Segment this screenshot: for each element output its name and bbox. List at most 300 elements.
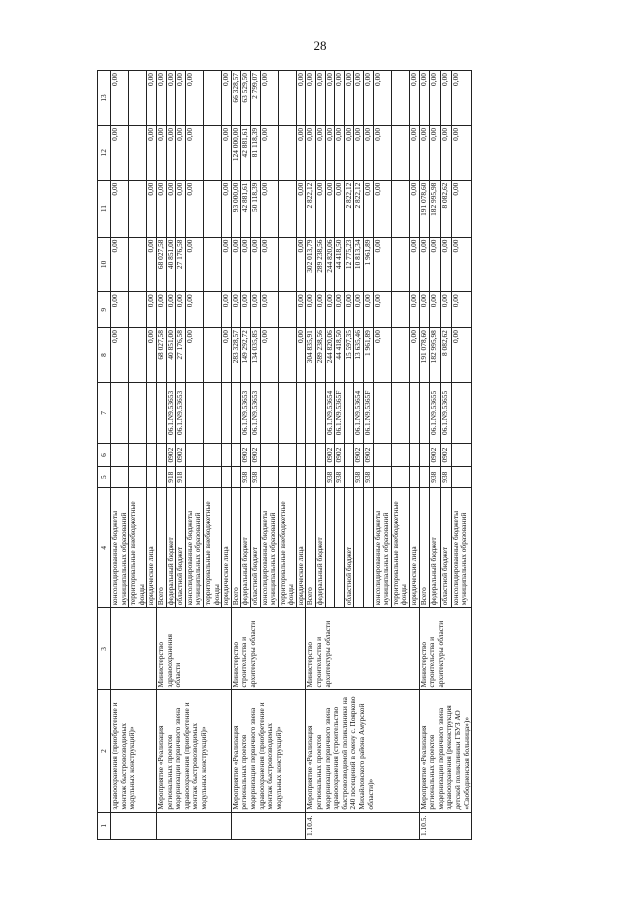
amount-v9: 0,00 <box>335 292 345 328</box>
amount-v9: 0,00 <box>296 292 306 328</box>
grbs-code <box>111 467 129 488</box>
section-code <box>111 443 129 466</box>
amount-v10: 12 775,23 <box>344 237 354 292</box>
amount-v10: 27 176,58 <box>176 237 186 292</box>
amount-v10: 0,00 <box>441 237 452 292</box>
target-article-code <box>185 382 203 443</box>
target-article-code: 06.1.N9.5365F <box>364 382 374 443</box>
amount-v12: 0,00 <box>316 125 326 180</box>
section-code <box>391 443 409 466</box>
amount-v13: 0,00 <box>451 71 471 126</box>
amount-v9: 0,00 <box>441 292 452 328</box>
amount-v8: 0,00 <box>147 328 157 383</box>
section-code <box>185 443 203 466</box>
funding-source: областной бюджет <box>250 488 260 608</box>
amount-v10: 1 961,89 <box>364 237 374 292</box>
amount-v13: 0,00 <box>176 71 186 126</box>
executor-name <box>111 608 157 690</box>
amount-v10 <box>391 237 409 292</box>
item-number <box>156 812 231 839</box>
section-code: 0902 <box>176 443 186 466</box>
funding-source: территориальные внебюджетные фонды <box>278 488 296 608</box>
amount-v13: 0,00 <box>185 71 203 126</box>
target-article-code: 06.1.N9.5365F <box>335 382 345 443</box>
column-header: 9 <box>98 292 111 328</box>
amount-v13: 0,00 <box>430 71 441 126</box>
amount-v10: 0,00 <box>260 237 278 292</box>
funding-source: консолидированные бюджеты муниципальных образований <box>185 488 203 608</box>
section-code <box>222 443 232 466</box>
executor-name: Министерство строительства и архитектуры области <box>231 608 306 690</box>
amount-v10: 0,00 <box>241 237 251 292</box>
funding-source: территориальные внебюджетные фонды <box>203 488 221 608</box>
amount-v10: 0,00 <box>250 237 260 292</box>
amount-v12: 0,00 <box>354 125 364 180</box>
amount-v13: 0,00 <box>335 71 345 126</box>
amount-v11: 0,00 <box>316 180 326 237</box>
measure-name: здравоохранения (приобретение и монтаж быстровозводимых модульных конструкций)» <box>111 690 157 812</box>
target-article-code <box>260 382 278 443</box>
amount-v8: 182 995,98 <box>430 328 441 383</box>
amount-v13 <box>278 71 296 126</box>
amount-v9 <box>203 292 221 328</box>
amount-v13: 0,00 <box>316 71 326 126</box>
amount-v8 <box>129 328 147 383</box>
amount-v11: 2 822,12 <box>306 180 316 237</box>
amount-v8: 149 292,72 <box>241 328 251 383</box>
amount-v10 <box>203 237 221 292</box>
amount-v12: 0,00 <box>364 125 374 180</box>
amount-v9: 0,00 <box>364 292 374 328</box>
amount-v12 <box>129 125 147 180</box>
amount-v8: 0,00 <box>222 328 232 383</box>
amount-v9: 0,00 <box>451 292 471 328</box>
amount-v11: 42 881,61 <box>241 180 251 237</box>
amount-v11 <box>129 180 147 237</box>
funding-source: юридические лица <box>222 488 232 608</box>
amount-v10: 0,00 <box>430 237 441 292</box>
measure-name: Мероприятие «Реализация региональных проектов модернизации первичного звена здравоохранения (приобретение и монтаж быстровозводимых модульных конструкций)» <box>156 690 231 812</box>
grbs-code: 938 <box>441 467 452 488</box>
amount-v9: 0,00 <box>306 292 316 328</box>
amount-v13: 0,00 <box>344 71 354 126</box>
amount-v13: 0,00 <box>156 71 166 126</box>
amount-v8: 0,00 <box>111 328 129 383</box>
target-article-code: 06.1.N9.53653 <box>250 382 260 443</box>
amount-v12: 0,00 <box>335 125 345 180</box>
amount-v8: 8 082,62 <box>441 328 452 383</box>
amount-v8: 134 035,85 <box>250 328 260 383</box>
amount-v9: 0,00 <box>231 292 241 328</box>
funding-source: юридические лица <box>296 488 306 608</box>
grbs-code <box>222 467 232 488</box>
amount-v9: 0,00 <box>250 292 260 328</box>
funding-source: областной бюджет <box>344 488 354 608</box>
target-article-code: 06.1.N9.53654 <box>354 382 364 443</box>
section-code <box>203 443 221 466</box>
amount-v12: 0,00 <box>451 125 471 180</box>
funding-source: областной бюджет <box>176 488 186 608</box>
item-number: 1.10.4. <box>306 812 419 839</box>
grbs-code: 938 <box>335 467 345 488</box>
target-article-code: 06.1.N9.53654 <box>325 382 335 443</box>
amount-v11 <box>278 180 296 237</box>
funding-source: консолидированные бюджеты муниципальных образований <box>260 488 278 608</box>
amount-v10: 10 813,34 <box>354 237 364 292</box>
target-article-code <box>296 382 306 443</box>
target-article-code: 06.1.N9.53653 <box>241 382 251 443</box>
funding-source: областной бюджет <box>441 488 452 608</box>
amount-v11: 0,00 <box>296 180 306 237</box>
target-article-code: 06.1.N9.53653 <box>166 382 176 443</box>
funding-source: юридические лица <box>410 488 420 608</box>
section-code: 0902 <box>325 443 335 466</box>
column-number-row <box>98 71 111 840</box>
funding-source: Всего <box>231 488 241 608</box>
amount-v10 <box>278 237 296 292</box>
amount-v8: 27 176,58 <box>176 328 186 383</box>
funding-source: юридические лица <box>147 488 157 608</box>
grbs-code <box>278 467 296 488</box>
grbs-code <box>260 467 278 488</box>
target-article-code <box>129 382 147 443</box>
funding-source: Всего <box>419 488 430 608</box>
amount-v11: 2 822,12 <box>344 180 354 237</box>
target-article-code <box>419 382 430 443</box>
grbs-code <box>296 467 306 488</box>
section-code: 0902 <box>241 443 251 466</box>
amount-v11: 0,00 <box>166 180 176 237</box>
measure-name: Мероприятие «Реализация региональных проектов модернизации первичного звена здравоохранения (приобретение и монтаж быстровозводимых модульных конструкций)» <box>231 690 306 812</box>
measure-name: Мероприятие «Реализация региональных проектов модернизации первичного звена здравоохранения (реконструкция детской поликлиники ГБУЗ АО «Свободненская больница»)» <box>419 690 472 812</box>
grbs-code: 938 <box>325 467 335 488</box>
amount-v13: 0,00 <box>166 71 176 126</box>
amount-v13: 0,00 <box>325 71 335 126</box>
section-code <box>296 443 306 466</box>
amount-v12: 0,00 <box>325 125 335 180</box>
amount-v12: 0,00 <box>166 125 176 180</box>
funding-source: территориальные внебюджетные фонды <box>129 488 147 608</box>
amount-v8 <box>203 328 221 383</box>
amount-v13: 0,00 <box>354 71 364 126</box>
section-code <box>278 443 296 466</box>
grbs-code: 938 <box>250 467 260 488</box>
grbs-code <box>156 467 166 488</box>
amount-v10: 0,00 <box>147 237 157 292</box>
column-header: 1 <box>98 812 111 839</box>
amount-v12: 0,00 <box>441 125 452 180</box>
amount-v8 <box>391 328 409 383</box>
amount-v13: 0,00 <box>296 71 306 126</box>
amount-v8: 191 078,60 <box>419 328 430 383</box>
executor-name: Министерство здравоохранения области <box>156 608 231 690</box>
target-article-code <box>203 382 221 443</box>
amount-v10: 0,00 <box>410 237 420 292</box>
amount-v10: 289 238,56 <box>316 237 326 292</box>
amount-v11: 0,00 <box>185 180 203 237</box>
amount-v8: 283 328,57 <box>231 328 241 383</box>
grbs-code: 938 <box>364 467 374 488</box>
target-article-code: 06.1.N9.53655 <box>441 382 452 443</box>
amount-v10: 44 418,50 <box>335 237 345 292</box>
grbs-code <box>451 467 471 488</box>
amount-v8 <box>278 328 296 383</box>
amount-v12: 0,00 <box>410 125 420 180</box>
amount-v11: 0,00 <box>364 180 374 237</box>
amount-v9: 0,00 <box>410 292 420 328</box>
amount-v13: 0,00 <box>222 71 232 126</box>
column-header: 8 <box>98 328 111 383</box>
funding-source: Всего <box>306 488 316 608</box>
section-code: 0902 <box>364 443 374 466</box>
amount-v12: 0,00 <box>306 125 316 180</box>
amount-v11: 191 078,60 <box>419 180 430 237</box>
funding-source: консолидированные бюджеты муниципальных образований <box>373 488 391 608</box>
funding-source: консолидированные бюджеты муниципальных образований <box>111 488 129 608</box>
amount-v12: 0,00 <box>419 125 430 180</box>
funding-source: территориальные внебюджетные фонды <box>391 488 409 608</box>
amount-v11: 93 000,00 <box>231 180 241 237</box>
amount-v8: 304 835,91 <box>306 328 316 383</box>
amount-v8: 13 635,46 <box>354 328 364 383</box>
amount-v13: 0,00 <box>111 71 129 126</box>
amount-v10: 0,00 <box>231 237 241 292</box>
amount-v12: 0,00 <box>260 125 278 180</box>
amount-v13: 63 529,50 <box>241 71 251 126</box>
amount-v12: 0,00 <box>185 125 203 180</box>
item-number <box>231 812 306 839</box>
section-code <box>316 443 326 466</box>
column-header: 11 <box>98 180 111 237</box>
amount-v13 <box>129 71 147 126</box>
amount-v10: 0,00 <box>185 237 203 292</box>
amount-v13: 0,00 <box>441 71 452 126</box>
section-code: 0902 <box>335 443 345 466</box>
amount-v12 <box>278 125 296 180</box>
amount-v9: 0,00 <box>222 292 232 328</box>
amount-v13: 0,00 <box>306 71 316 126</box>
item-number <box>111 812 157 839</box>
amount-v8: 1 961,89 <box>364 328 374 383</box>
grbs-code <box>316 467 326 488</box>
amount-v9: 0,00 <box>316 292 326 328</box>
amount-v11 <box>391 180 409 237</box>
amount-v12: 124 000,00 <box>231 125 241 180</box>
amount-v8: 289 238,56 <box>316 328 326 383</box>
grbs-code <box>419 467 430 488</box>
amount-v10: 0,00 <box>296 237 306 292</box>
funding-source <box>335 488 345 608</box>
amount-v13: 0,00 <box>373 71 391 126</box>
amount-v9: 0,00 <box>373 292 391 328</box>
amount-v9: 0,00 <box>419 292 430 328</box>
amount-v9: 0,00 <box>241 292 251 328</box>
amount-v13 <box>203 71 221 126</box>
amount-v10: 40 851,00 <box>166 237 176 292</box>
item-number: 1.10.5. <box>419 812 472 839</box>
amount-v11: 0,00 <box>222 180 232 237</box>
column-header: 13 <box>98 71 111 126</box>
amount-v10: 0,00 <box>451 237 471 292</box>
amount-v11 <box>203 180 221 237</box>
target-article-code <box>147 382 157 443</box>
amount-v12: 42 881,61 <box>241 125 251 180</box>
section-code <box>410 443 420 466</box>
amount-v9 <box>278 292 296 328</box>
section-code <box>156 443 166 466</box>
target-article-code <box>391 382 409 443</box>
amount-v12: 0,00 <box>344 125 354 180</box>
amount-v12: 0,00 <box>176 125 186 180</box>
grbs-code <box>410 467 420 488</box>
section-code: 0902 <box>354 443 364 466</box>
amount-v8: 44 418,50 <box>335 328 345 383</box>
section-code <box>306 443 316 466</box>
target-article-code <box>451 382 471 443</box>
grbs-code <box>203 467 221 488</box>
target-article-code <box>373 382 391 443</box>
target-article-code <box>156 382 166 443</box>
target-article-code <box>278 382 296 443</box>
amount-v11: 0,00 <box>260 180 278 237</box>
funding-source: федеральный бюджет <box>241 488 251 608</box>
amount-v11: 0,00 <box>451 180 471 237</box>
amount-v8: 15 597,35 <box>344 328 354 383</box>
amount-v8: 0,00 <box>296 328 306 383</box>
amount-v11: 0,00 <box>176 180 186 237</box>
section-code <box>147 443 157 466</box>
grbs-code <box>306 467 316 488</box>
amount-v8: 0,00 <box>410 328 420 383</box>
amount-v9: 0,00 <box>147 292 157 328</box>
target-article-code <box>306 382 316 443</box>
section-code <box>451 443 471 466</box>
amount-v12: 0,00 <box>111 125 129 180</box>
executor-name: Министерство строительства и архитектуры области <box>419 608 472 690</box>
amount-v13 <box>391 71 409 126</box>
amount-v11: 0,00 <box>156 180 166 237</box>
section-code: 0902 <box>441 443 452 466</box>
grbs-code: 938 <box>430 467 441 488</box>
page-number: 28 <box>313 38 327 53</box>
amount-v9: 0,00 <box>430 292 441 328</box>
section-code <box>419 443 430 466</box>
amount-v10: 0,00 <box>222 237 232 292</box>
amount-v13: 0,00 <box>147 71 157 126</box>
amount-v11: 0,00 <box>373 180 391 237</box>
table-row <box>419 71 430 840</box>
grbs-code: 938 <box>241 467 251 488</box>
table-row <box>111 71 129 840</box>
amount-v12: 0,00 <box>296 125 306 180</box>
section-code: 0902 <box>430 443 441 466</box>
amount-v9: 0,00 <box>325 292 335 328</box>
amount-v12: 0,00 <box>222 125 232 180</box>
grbs-code <box>373 467 391 488</box>
amount-v11: 2 822,12 <box>354 180 364 237</box>
amount-v9: 0,00 <box>344 292 354 328</box>
amount-v11: 0,00 <box>335 180 345 237</box>
section-code <box>129 443 147 466</box>
amount-v10: 68 027,58 <box>156 237 166 292</box>
amount-v10: 0,00 <box>111 237 129 292</box>
amount-v8: 0,00 <box>260 328 278 383</box>
amount-v12: 0,00 <box>147 125 157 180</box>
measure-name: Мероприятие «Реализация региональных проектов модернизации первичного звена здравоохранения (строительство быстровозводимой поликлиники на 240 посещений в смену с. Поярково Михайловского района Амурской области)» <box>306 690 419 812</box>
executor-name: Министерство строительства и архитектуры области <box>306 608 419 690</box>
amount-v9 <box>129 292 147 328</box>
amount-v12 <box>391 125 409 180</box>
amount-v11: 0,00 <box>410 180 420 237</box>
column-header: 10 <box>98 237 111 292</box>
target-article-code <box>222 382 232 443</box>
amount-v10: 0,00 <box>373 237 391 292</box>
funding-source: консолидированные бюджеты муниципальных образований <box>451 488 471 608</box>
column-header: 2 <box>98 690 111 812</box>
funding-source: федеральный бюджет <box>166 488 176 608</box>
grbs-code <box>129 467 147 488</box>
column-header: 6 <box>98 443 111 466</box>
amount-v12: 0,00 <box>156 125 166 180</box>
amount-v9: 0,00 <box>185 292 203 328</box>
column-header: 3 <box>98 608 111 690</box>
amount-v13: 66 328,57 <box>231 71 241 126</box>
funding-source <box>354 488 364 608</box>
amount-v9: 0,00 <box>111 292 129 328</box>
section-code: 0902 <box>250 443 260 466</box>
amount-v12 <box>203 125 221 180</box>
amount-v8: 40 851,00 <box>166 328 176 383</box>
budget-table <box>97 70 472 840</box>
target-article-code <box>111 382 129 443</box>
amount-v11: 50 118,39 <box>250 180 260 237</box>
target-article-code <box>410 382 420 443</box>
amount-v8: 68 027,58 <box>156 328 166 383</box>
amount-v9 <box>391 292 409 328</box>
grbs-code: 918 <box>176 467 186 488</box>
target-article-code: 06.1.N9.53653 <box>176 382 186 443</box>
amount-v9: 0,00 <box>176 292 186 328</box>
amount-v13: 0,00 <box>364 71 374 126</box>
column-header: 12 <box>98 125 111 180</box>
amount-v11: 0,00 <box>111 180 129 237</box>
funding-source <box>325 488 335 608</box>
grbs-code <box>391 467 409 488</box>
amount-v8: 244 820,06 <box>325 328 335 383</box>
column-header: 7 <box>98 382 111 443</box>
funding-source: федеральный бюджет <box>316 488 326 608</box>
grbs-code: 938 <box>354 467 364 488</box>
section-code <box>373 443 391 466</box>
section-code <box>260 443 278 466</box>
amount-v12: 0,00 <box>373 125 391 180</box>
amount-v8: 0,00 <box>451 328 471 383</box>
amount-v9: 0,00 <box>260 292 278 328</box>
amount-v13: 2 799,07 <box>250 71 260 126</box>
amount-v8: 0,00 <box>185 328 203 383</box>
amount-v10: 0,00 <box>419 237 430 292</box>
grbs-code <box>185 467 203 488</box>
amount-v9: 0,00 <box>166 292 176 328</box>
amount-v11: 0,00 <box>147 180 157 237</box>
amount-v11: 182 995,98 <box>430 180 441 237</box>
target-article-code: 06.1.N9.53655 <box>430 382 441 443</box>
section-code: 0902 <box>166 443 176 466</box>
amount-v13: 0,00 <box>260 71 278 126</box>
amount-v10: 302 013,79 <box>306 237 316 292</box>
amount-v10 <box>129 237 147 292</box>
funding-source: федеральный бюджет <box>430 488 441 608</box>
